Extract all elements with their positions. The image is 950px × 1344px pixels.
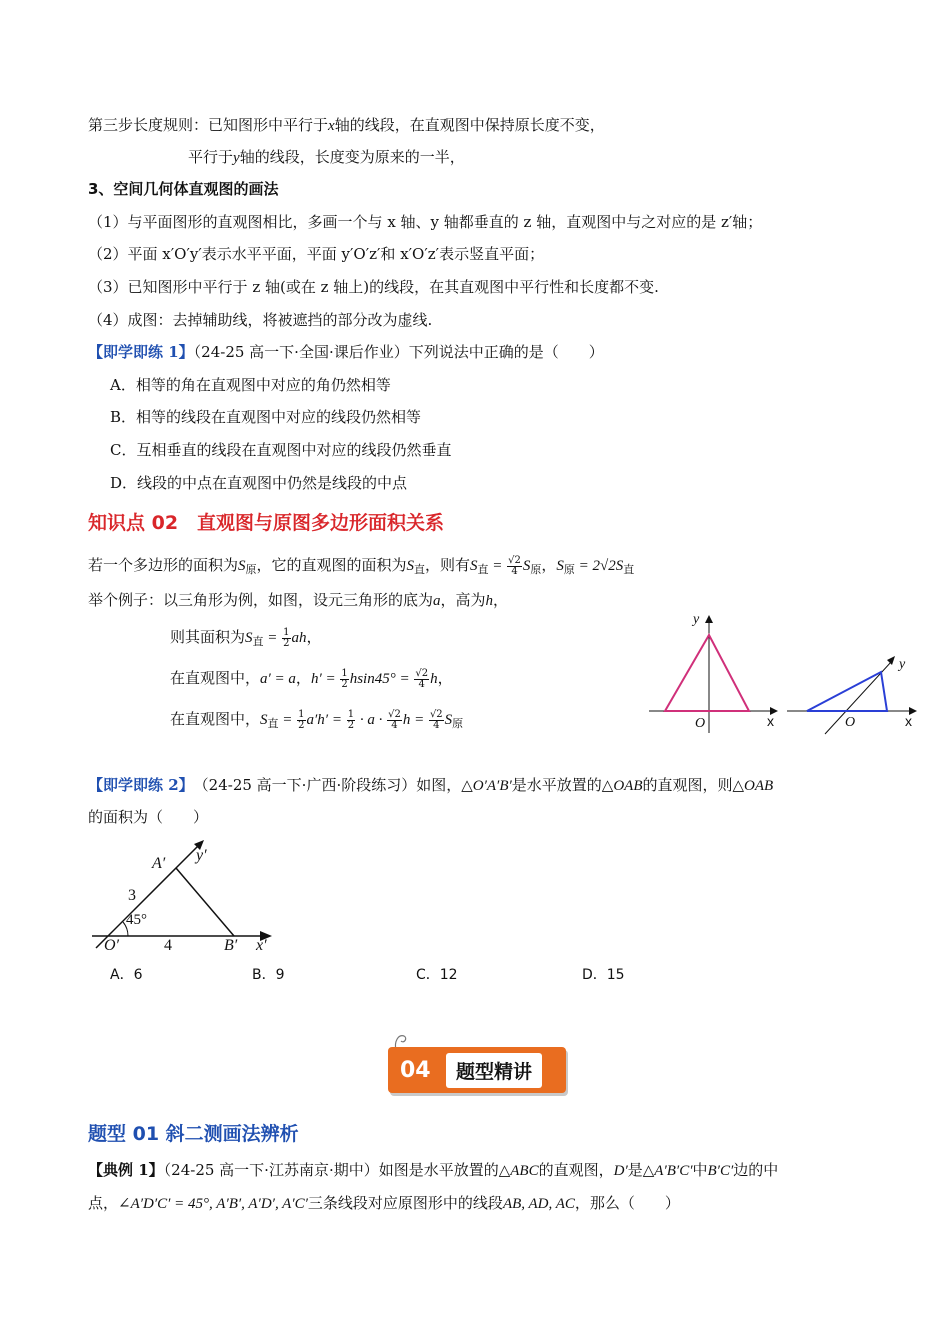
label-o-prime: O′ xyxy=(104,937,120,954)
section3-item-2: （2）平面 x′O′y′表示水平平面，平面 y′O′z′和 x′O′z′表示竖直平面； xyxy=(88,245,545,263)
math: · a · xyxy=(356,712,387,728)
math: hsin45° = xyxy=(349,671,414,687)
step3-line2 xyxy=(188,146,465,169)
sub: 直 xyxy=(477,563,489,576)
label-y: y xyxy=(693,612,700,627)
practice-label: 【即学即练 1】 xyxy=(88,343,194,361)
step3-line1 xyxy=(88,114,605,137)
figure-original-triangle xyxy=(645,605,785,735)
practice-label: 【即学即练 2】 xyxy=(88,776,187,794)
math: = xyxy=(278,712,297,728)
text: （24-25 高一下·江苏南京·期中）如图是水平放置的 xyxy=(163,1161,499,1179)
practice2-option-b: B．9 xyxy=(252,967,285,983)
kp02-example: 举个例子：以三角形为例，如图，设元三角形的底为a，高为h， xyxy=(88,591,509,609)
text: 的直观图，则 xyxy=(642,776,733,794)
practice1-option-b: B．相等的线段在直观图中对应的线段仍然相等 xyxy=(110,408,422,426)
badge-label: 题型精讲 xyxy=(446,1053,542,1088)
var-s: S xyxy=(522,558,531,574)
text: 轴的线段，长度变为原来的一半， xyxy=(239,148,465,166)
text: 轴的线段，在直观图中保持原长度不变， xyxy=(334,116,605,134)
text: 是 xyxy=(627,1161,643,1179)
practice1-question xyxy=(88,341,604,363)
kp02-row3 xyxy=(170,708,463,735)
math: ∠A′D′C′ = 45°, A′B′, A′D′, A′C′ xyxy=(118,1196,308,1212)
sub: 直 xyxy=(414,563,426,576)
math: a′ = a xyxy=(260,671,296,687)
oblique-triangle xyxy=(807,672,887,711)
math: h xyxy=(430,671,438,687)
label-side-oa: 3 xyxy=(128,887,136,904)
label-b-prime: B′ xyxy=(224,937,238,954)
text: 点， xyxy=(88,1194,119,1212)
practice2-question xyxy=(88,774,773,797)
label-side-ob: 4 xyxy=(164,937,172,954)
fraction: $\frac{√2}{4}$ xyxy=(508,554,521,577)
math: △OAB xyxy=(601,778,643,794)
sub: 直 xyxy=(267,717,279,730)
text: 的直观图， xyxy=(538,1161,614,1179)
text: 第三步长度规则：已知图形中平行于 xyxy=(88,116,329,134)
text: ，则有 xyxy=(425,556,471,574)
section3-item-3: （3）已知图形中平行于 z 轴(或在 z 轴上)的线段，在其直观图中平行性和长度都不变. xyxy=(88,278,659,296)
sub: 直 xyxy=(252,635,264,648)
var-y: y xyxy=(233,150,240,166)
var-s: S xyxy=(556,558,564,574)
practice2-option-c: C．12 xyxy=(416,967,458,983)
label-x-prime: x′ xyxy=(256,937,267,954)
sub: 直 xyxy=(623,563,635,576)
text: 在直观图中， xyxy=(170,710,261,728)
math: a′h′ = xyxy=(306,712,346,728)
practice1-option-d: D．线段的中点在直观图中仍然是线段的中点 xyxy=(110,474,408,492)
practice2-line2: 的面积为（ ） xyxy=(88,808,209,826)
practice1-option-c: C．互相垂直的线段在直观图中对应的线段仍然垂直 xyxy=(110,441,452,459)
text: 是水平放置的 xyxy=(511,776,602,794)
badge-number: 04 xyxy=(400,1057,431,1083)
label-y-prime: y′ xyxy=(196,847,207,864)
math: △O′A′B′ xyxy=(461,778,512,794)
segment-ab xyxy=(176,868,234,936)
math: h′ = xyxy=(310,671,340,687)
tx01-title: 题型 01 斜二测画法辨析 xyxy=(88,1123,299,1145)
math: △A′B′C′ xyxy=(642,1163,693,1179)
practice1-option-a: A．相等的角在直观图中对应的角仍然相等 xyxy=(110,376,391,394)
label-x: x xyxy=(905,713,912,729)
math: = xyxy=(263,630,282,646)
math: D′ xyxy=(613,1163,628,1179)
kp02-row1: 则其面积为$S_直$ = $\frac{1}{2}$ ah， xyxy=(170,626,322,649)
kp02-formula: 若一个多边形的面积为$S_原$，它的直观图的面积为$S_直$，则有$S_直$ = $\frac{√2}{4}$ $S_原$，$S_原 = 2√2S_直$ xyxy=(88,554,635,577)
kp02-row2: 在直观图中，a′ = a，h′ = $\frac{1}{2}$ hsin45° = $\frac{√2}{4}$ h， xyxy=(170,667,453,690)
var-s: S xyxy=(470,558,478,574)
text: （24-25 高一下·全国·课后作业）下列说法中正确的是（ ） xyxy=(193,343,604,361)
label-o: O xyxy=(845,715,856,730)
fraction: $\frac{√2}{4}$ xyxy=(415,667,429,690)
section-badge xyxy=(388,1047,566,1093)
math: △ABC xyxy=(498,1163,539,1179)
fraction: $\frac{1}{2}$ xyxy=(298,708,305,731)
fraction: $\frac{1}{2}$ xyxy=(283,626,290,649)
label-x: x xyxy=(767,713,774,729)
y-axis-arrow xyxy=(887,656,895,665)
fraction: $\frac{1}{2}$ xyxy=(341,667,348,690)
math: ah xyxy=(291,630,307,646)
label-a-prime: A′ xyxy=(152,855,166,872)
text: 举个例子：以三角形为例，如图，设元三角形的底为 xyxy=(88,591,434,609)
sub: 原 xyxy=(245,563,257,576)
math: = xyxy=(488,558,507,574)
tx01-question-line2 xyxy=(88,1192,680,1215)
tx01-question-line1 xyxy=(88,1159,778,1182)
math: AB, AD, AC xyxy=(502,1196,575,1212)
var-a: a xyxy=(433,593,441,609)
fraction: $\frac{√2}{4}$ xyxy=(388,708,401,731)
section3-item-1: （1）与平面图形的直观图相比，多画一个与 x 轴、y 轴都垂直的 z 轴，直观图中与之对应的是 z′轴； xyxy=(88,213,763,231)
var-s: S xyxy=(260,712,268,728)
text: 中 xyxy=(692,1161,708,1179)
y-axis-arrow xyxy=(705,615,713,623)
math: = 2√2 xyxy=(574,558,616,574)
var-s: S xyxy=(406,558,415,574)
text: 平行于 xyxy=(188,148,234,166)
text: ，高为 xyxy=(440,591,486,609)
label-o: O xyxy=(695,716,706,731)
var-s: S xyxy=(615,558,624,574)
sub: 原 xyxy=(563,563,575,576)
original-triangle xyxy=(665,635,749,711)
math: B′C′ xyxy=(707,1163,734,1179)
var-s: S xyxy=(444,712,453,728)
text: ，那么（ ） xyxy=(574,1194,680,1212)
text: 边的中 xyxy=(733,1161,779,1179)
text: 在直观图中， xyxy=(170,669,261,687)
text: （24-25 高一下·广西·阶段练习）如图， xyxy=(186,776,462,794)
kp02-title: 知识点 02 直观图与原图多边形面积关系 xyxy=(88,512,445,534)
text: 若一个多边形的面积为 xyxy=(88,556,239,574)
figure-practice2 xyxy=(88,836,288,956)
var-s: S xyxy=(245,630,253,646)
sub: 原 xyxy=(530,563,542,576)
example-label: 【典例 1】 xyxy=(88,1161,164,1179)
text: 则其面积为 xyxy=(170,628,246,646)
var-s: S xyxy=(238,558,246,574)
text: 三条线段对应原图形中的线段 xyxy=(307,1194,503,1212)
var-x: x xyxy=(328,118,335,134)
text: ，它的直观图的面积为 xyxy=(256,556,407,574)
math: h = xyxy=(402,712,428,728)
sub: 原 xyxy=(452,717,464,730)
math: △OAB xyxy=(732,778,774,794)
fraction: $\frac{√2}{4}$ xyxy=(429,708,443,731)
practice2-option-d: D．15 xyxy=(582,967,625,983)
section3-item-4: （4）成图：去掉辅助线，将被遮挡的部分改为虚线. xyxy=(88,311,433,329)
fraction: $\frac{1}{2}$ xyxy=(347,708,355,731)
practice2-option-a: A．6 xyxy=(110,967,143,983)
y-prime-axis xyxy=(96,844,200,948)
label-y: y xyxy=(899,657,906,672)
figure-oblique-triangle xyxy=(785,650,925,735)
label-angle: 45° xyxy=(126,912,147,928)
var-h: h xyxy=(485,593,494,609)
section3-title: 3、空间几何体直观图的画法 xyxy=(88,180,279,198)
